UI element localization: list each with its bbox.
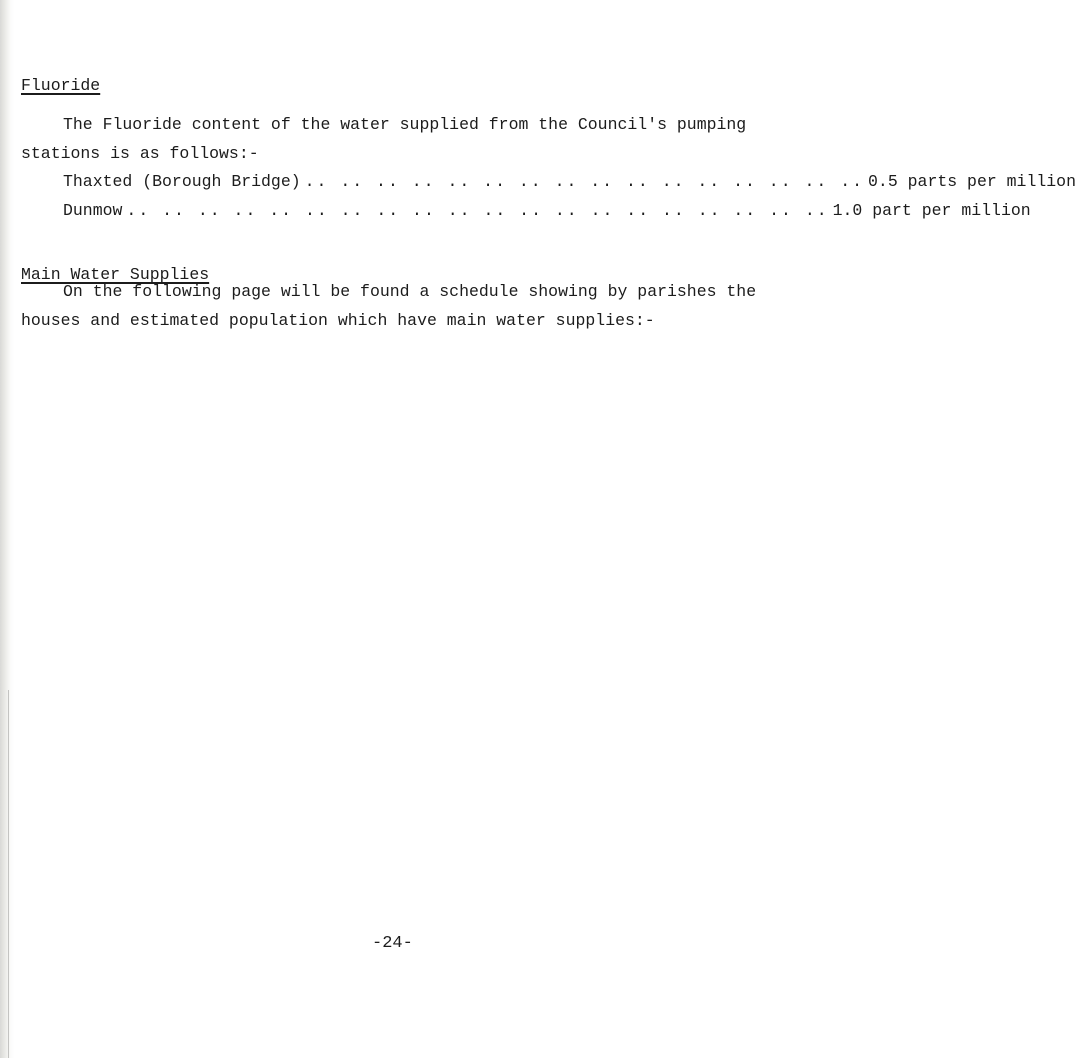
page-edge-shadow [0,0,14,1058]
main-water-heading: Main Water Supplies [21,265,210,284]
station-name: Dunmow [63,201,123,220]
dot-leader: .. .. .. .. .. .. .. .. .. .. .. .. .. .. .. .. [304,172,865,191]
fluoride-intro-line-1: The Fluoride content of the water supplied from the Council's pumping [63,115,747,134]
page-edge-line [8,690,9,1058]
station-row-dunmow [63,201,1031,221]
station-value: 0.5 parts per million [868,172,1076,191]
station-name: Thaxted (Borough Bridge) [63,172,301,191]
station-value: 1.0 part per million [832,201,1031,220]
station-row-thaxted [63,172,1076,192]
page-number: -24- [372,934,413,953]
fluoride-heading: Fluoride [21,76,101,95]
dot-leader: .. .. .. .. .. .. .. .. .. .. .. .. .. .. .. .. .. .. .. .. [126,201,829,220]
main-water-line-2: houses and estimated population which have main water supplies:- [21,311,655,330]
main-water-line-1: On the following page will be found a schedule showing by parishes the [63,282,757,301]
fluoride-intro-line-2: stations is as follows:- [21,144,259,163]
